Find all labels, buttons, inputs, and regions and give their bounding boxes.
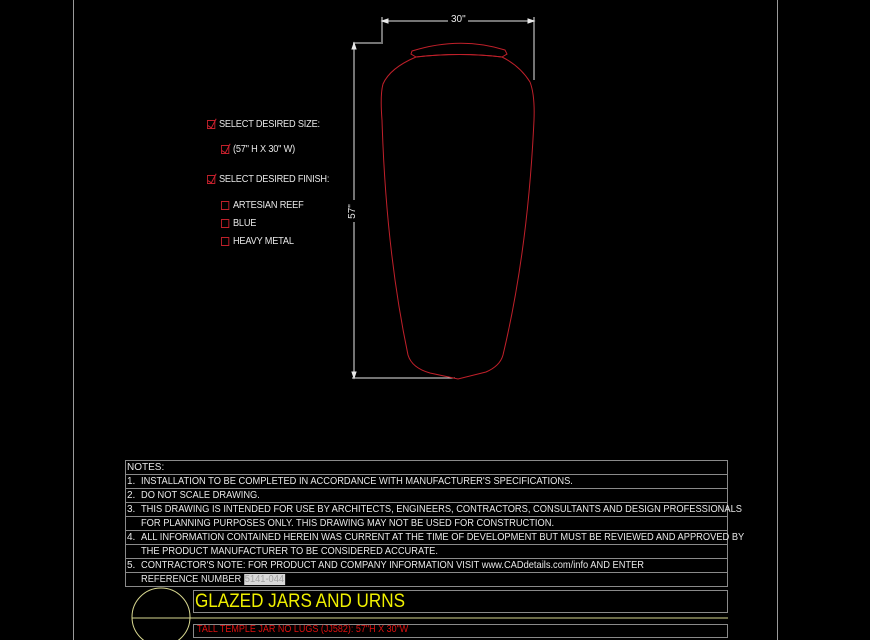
- select-finish-option[interactable]: [207, 174, 329, 185]
- note-text: THE PRODUCT MANUFACTURER TO BE CONSIDERED ACCURATE.: [141, 546, 438, 557]
- note-row: [126, 475, 727, 489]
- drawing-subtitle: TALL TEMPLE JAR NO LUGS (JJ582): 57"H X 30"W: [197, 624, 409, 635]
- note-text: CONTRACTOR'S NOTE: FOR PRODUCT AND COMPANY INFORMATION VISIT www.CADdetails.com/info AND ENTER: [141, 560, 645, 571]
- note-text: DO NOT SCALE DRAWING.: [141, 490, 260, 501]
- width-dimension-label: 30": [451, 14, 466, 25]
- note-text: THIS DRAWING IS INTENDED FOR USE BY ARCHITECTS, ENGINEERS, CONTRACTORS, CONSULTANTS AND DESIGN PROFESSIONALS: [141, 504, 742, 515]
- checkbox-icon[interactable]: [221, 219, 229, 228]
- note-number: 5.: [127, 560, 136, 571]
- size-header-label: SELECT DESIRED SIZE:: [218, 119, 320, 130]
- notes-header: NOTES:: [127, 462, 165, 473]
- note-row: [126, 573, 727, 586]
- reference-label: REFERENCE NUMBER: [141, 574, 242, 585]
- note-row: [126, 517, 727, 531]
- note-row: [126, 531, 745, 545]
- finish-option-heavy-metal[interactable]: [221, 236, 294, 247]
- reference-number[interactable]: 5141-044: [244, 574, 285, 585]
- note-number: 4.: [127, 532, 136, 543]
- note-text: FOR PLANNING PURPOSES ONLY. THIS DRAWING MAY NOT BE USED FOR CONSTRUCTION.: [141, 518, 555, 529]
- note-number: 3.: [127, 504, 136, 515]
- checkbox-checked-icon[interactable]: [207, 175, 215, 184]
- select-size-option[interactable]: [207, 119, 320, 130]
- size-option-57x30[interactable]: [221, 144, 295, 155]
- drawing-title: GLAZED JARS AND URNS: [195, 591, 405, 612]
- notes-header-row: [126, 461, 727, 475]
- finish-header-label: SELECT DESIRED FINISH:: [218, 174, 330, 185]
- checkbox-icon[interactable]: [221, 201, 229, 210]
- checkbox-icon[interactable]: [221, 237, 229, 246]
- finish-label: HEAVY METAL: [232, 236, 294, 247]
- finish-label: BLUE: [232, 218, 257, 229]
- height-dimension: [352, 43, 455, 378]
- finish-option-artesian-reef[interactable]: [221, 200, 304, 211]
- finish-option-blue[interactable]: [221, 218, 256, 229]
- note-row: [126, 559, 727, 573]
- finish-label: ARTESIAN REEF: [232, 200, 304, 211]
- note-row: [126, 545, 727, 559]
- checkbox-checked-icon[interactable]: [221, 145, 229, 154]
- height-dimension-label: 57": [346, 204, 358, 219]
- notes-table: [125, 460, 745, 587]
- note-row: [126, 503, 742, 517]
- note-row: [126, 489, 727, 503]
- width-dimension: [382, 17, 534, 80]
- note-text: ALL INFORMATION CONTAINED HEREIN WAS CURRENT AT THE TIME OF DEVELOPMENT BUT MUST BE REVIEWED AND APPROVED BY: [141, 532, 745, 543]
- note-number: 2.: [127, 490, 136, 501]
- note-text-reference: [141, 573, 285, 586]
- checkbox-checked-icon[interactable]: [207, 120, 215, 129]
- note-text: INSTALLATION TO BE COMPLETED IN ACCORDANCE WITH MANUFACTURER'S SPECIFICATIONS.: [141, 476, 573, 487]
- size-option-label: (57" H X 30" W): [232, 144, 296, 155]
- jar-body-outline: [381, 55, 534, 380]
- note-number: 1.: [127, 476, 136, 487]
